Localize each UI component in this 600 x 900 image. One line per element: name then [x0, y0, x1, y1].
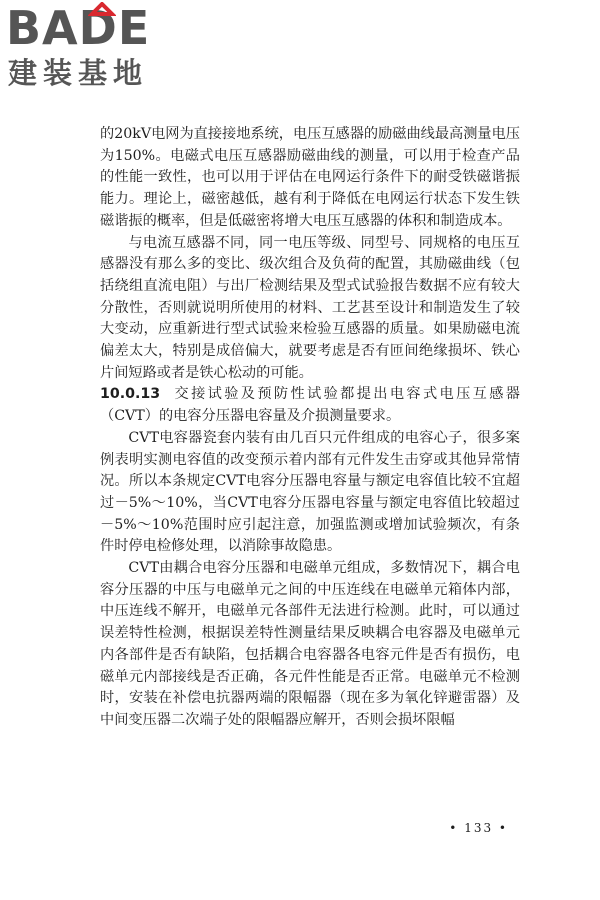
- paragraph-5: CVT由耦合电容分压器和电磁单元组成，多数情况下，耦合电容分压器的中压与电磁单元之间的中压连线在电磁单元箱体内部，中压连线不解开，电磁单元各部件无法进行检测。此时，可以通过误差特性检测，根据误差特性测量结果反映耦合电容器及电磁单元内各部件是否有缺陷，包括耦合电容器各电容元件是否有损伤，电磁单元内部接线是否正确，各元件性能是否正常。电磁单元不检测时，安装在补偿电抗器两端的限幅器（现在多为氧化锌避雷器）及中间变压器二次端子处的限幅器应解开，否则会损坏限幅: [100, 560, 520, 728]
- logo-accent-icon: [88, 2, 116, 16]
- paragraph-2: 与电流互感器不同，同一电压等级、同型号、同规格的电压互感器没有那么多的变比、级次组合及负荷的配置，其励磁曲线（包括绕组直流电阻）与出厂检测结果及型式试验报告数据不应有较大分散性，否则就说明所使用的材料、工艺甚至设计和制造发生了较大变动，应重新进行型式试验来检验互感器的质量。如果励磁电流偏差太大，特别是成倍偏大，就要考虑是否有匝间绝缘损坏、铁心片间短路或者是铁心松动的可能。: [100, 234, 520, 381]
- logo: [6, 2, 176, 94]
- logo-brand: BADE: [6, 1, 151, 55]
- clause-number: 10.0.13: [100, 386, 161, 403]
- clause-10-0-13: 10.0.13 交接试验及预防性试验都提出电容式电压互感器（CVT）的电容分压器电容量及介损测量要求。: [100, 386, 520, 425]
- paragraph-4: CVT电容器瓷套内装有由几百只元件组成的电容心子，很多案例表明实测电容值的改变预示着内部有元件发生击穿或其他异常情况。所以本条规定CVT电容分压器电容量与额定电容值比较不宜超过－5%～10%，当CVT电容分压器电容量与额定电容值比较超过－5%～10%范围时应引起注意，加强监测或增加试验频次，有条件时停电检修处理，以消除事故隐患。: [100, 429, 520, 555]
- logo-tagline: 建装基地: [8, 56, 149, 90]
- page-number: • 133 •: [449, 821, 508, 835]
- paragraph-1: 的20kV电网为直接接地系统，电压互感器的励磁曲线最高测量电压为150%。电磁式电压互感器励磁曲线的测量，可以用于检查产品的性能一致性，也可以用于评估在电网运行条件下的耐受铁磁谐振能力。理论上，磁密越低，越有利于降低在电网运行状态下发生铁磁谐振的概率，但是低磁密将增大电压互感器的体积和制造成本。: [100, 126, 520, 229]
- document-body: [100, 124, 520, 732]
